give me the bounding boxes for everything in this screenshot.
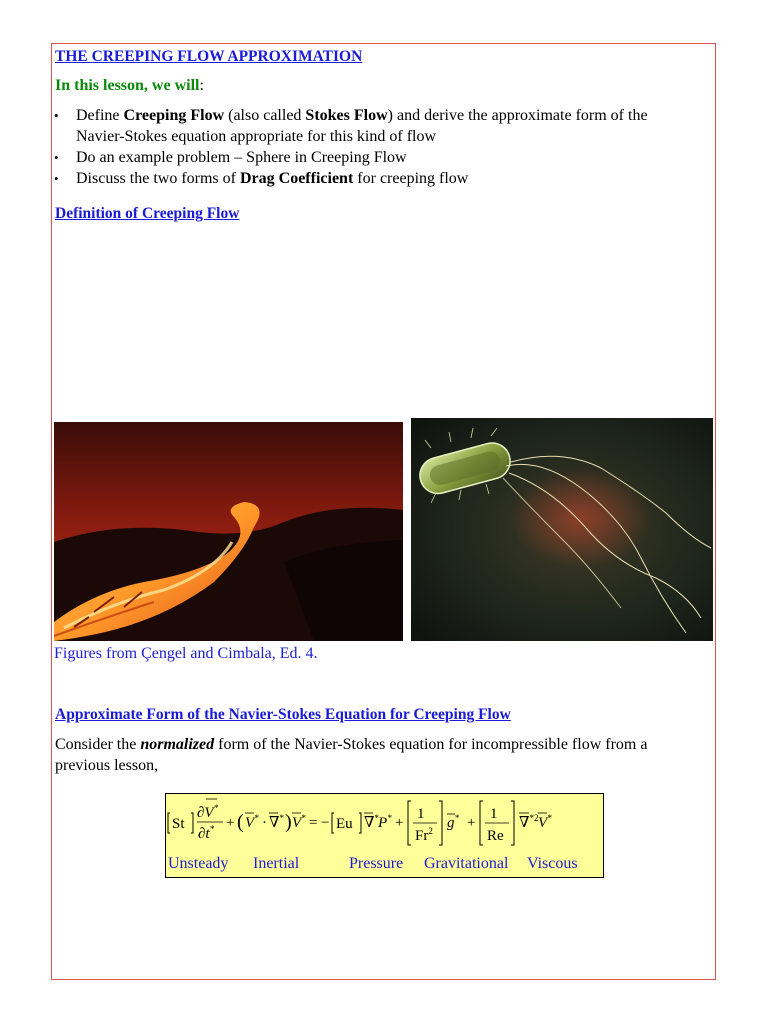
svg-text:∂t*: ∂t* (198, 824, 215, 842)
intro-line (55, 77, 204, 95)
paragraph-normalized (55, 734, 715, 776)
list-item (52, 105, 712, 147)
svg-text:+: + (467, 815, 476, 831)
eq-st: St (172, 816, 185, 832)
eq-one-b: 1 (490, 806, 498, 822)
bullet1-text-line2: Navier-Stokes equation appropriate for this kind of flow (76, 128, 437, 145)
paragraph-text-a: Consider the (55, 736, 141, 753)
bullet3-text-b: for creeping flow (353, 170, 469, 187)
svg-text:(: ( (237, 811, 244, 833)
bacterium-image (411, 418, 713, 641)
bullet1-bold-creeping: Creeping Flow (123, 107, 225, 124)
svg-text:∇*: ∇* (269, 813, 284, 831)
svg-text:−: − (321, 815, 330, 831)
label-pressure: Pressure (349, 855, 404, 872)
navier-stokes-equation (165, 793, 604, 855)
bullet1-text-c: ) and derive the approximate form of the (387, 107, 648, 124)
svg-text:·: · (262, 815, 267, 831)
page-title[interactable]: THE CREEPING FLOW APPROXIMATION (55, 48, 363, 65)
svg-text:+: + (226, 815, 235, 831)
svg-text:+: + (395, 815, 404, 831)
list-item (52, 168, 712, 189)
paragraph-emphasis: normalized (140, 736, 215, 753)
eq-one-a: 1 (417, 806, 425, 822)
svg-text:∂V*: ∂V* (197, 803, 219, 821)
eq-fr: Fr (415, 828, 429, 844)
svg-text:∇*2: ∇$^{*2}$ (519, 813, 539, 831)
svg-text:∇*: ∇* (364, 813, 379, 831)
svg-text:V*: V* (538, 813, 552, 831)
label-inertial: Inertial (253, 855, 300, 872)
svg-text:g*: g* (447, 813, 459, 831)
label-viscous: Viscous (527, 855, 578, 872)
objectives-list (52, 105, 712, 189)
eq-p: P (378, 815, 388, 831)
bullet2-text: Do an example problem – Sphere in Creeping Flow (76, 149, 407, 166)
bullet3-text-a: Discuss the two forms of (76, 170, 240, 187)
label-gravitational: Gravitational (424, 855, 509, 872)
bullet1-text-b: (also called (224, 107, 306, 124)
list-item (52, 147, 712, 168)
svg-text:Fr2: Fr$^2$ (415, 826, 433, 844)
intro-colon: : (199, 77, 204, 94)
paragraph-text-c: previous lesson, (55, 757, 159, 774)
svg-text:V*: V* (292, 813, 306, 831)
svg-text:=: = (309, 815, 318, 831)
bullet1-bold-stokes: Stokes Flow (305, 107, 388, 124)
figure-caption: Figures from Çengel and Cimbala, Ed. 4. (54, 645, 318, 662)
eq-eu: Eu (336, 816, 353, 832)
section-heading-definition[interactable]: Definition of Creeping Flow (55, 205, 240, 222)
svg-text:V*: V* (245, 813, 259, 831)
svg-text:): ) (285, 811, 292, 833)
paragraph-text-b: form of the Navier-Stokes equation for incompressible flow from a (214, 736, 648, 753)
svg-text:P*: P* (378, 813, 392, 831)
intro-lead: In this lesson, we will (55, 77, 200, 94)
bullet3-bold-drag: Drag Coefficient (239, 170, 354, 187)
eq-re: Re (487, 828, 504, 844)
label-unsteady: Unsteady (168, 855, 229, 872)
bullet1-text-a: Define (76, 107, 124, 124)
section-heading-approximate-form[interactable]: Approximate Form of the Navier-Stokes Equation for Creeping Flow (55, 706, 511, 723)
lava-flow-image (54, 422, 403, 641)
